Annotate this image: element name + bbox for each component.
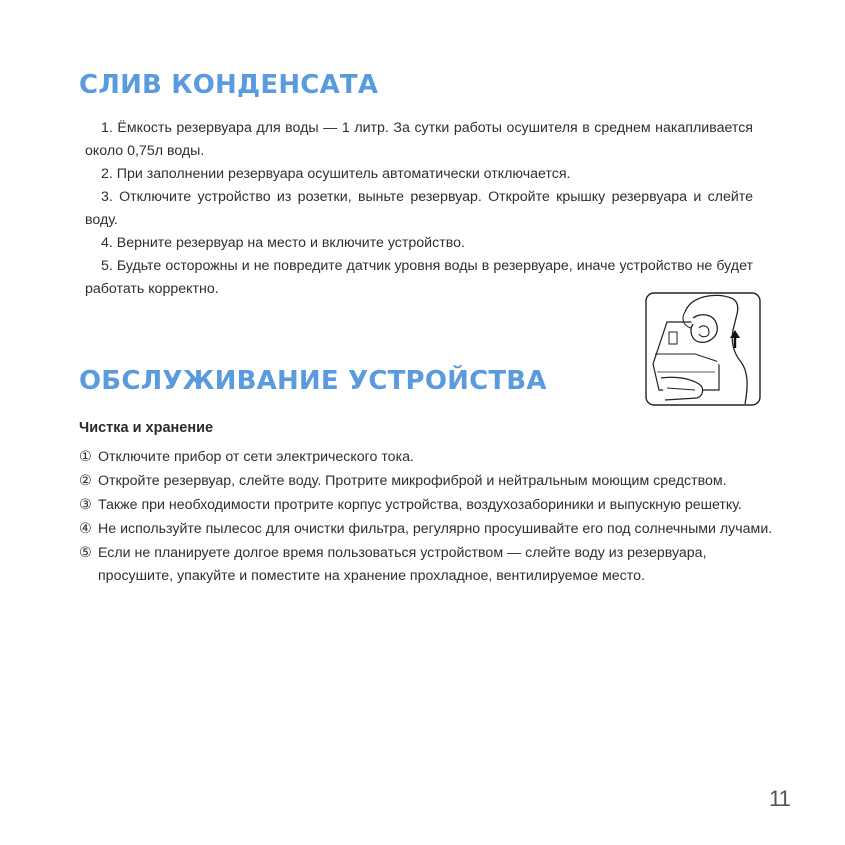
condensate-paragraph: 4. Верните резервуар на место и включите устройство. [101, 235, 465, 251]
list-item [79, 494, 779, 517]
condensate-paragraph: 2. При заполнении резервуара осушитель автоматически отключается. [101, 166, 571, 182]
list-item [79, 446, 779, 469]
page-number: 11 [769, 786, 790, 811]
cleaning-storage-subtitle: Чистка и хранение [79, 420, 214, 436]
list-item [79, 542, 779, 588]
step-text: Также при необходимости протрите корпус устройства, воздухозабориники и выпускную решетку. [98, 497, 742, 513]
condensate-instructions [85, 117, 753, 301]
step-number: ③ [79, 497, 92, 513]
maintenance-steps-list [79, 446, 779, 589]
step-number: ② [79, 473, 92, 489]
condensate-paragraph: 5. Будьте осторожны и не повредите датчик уровня воды в резервуаре, иначе устройство не будет работать корректно. [85, 258, 753, 297]
step-number: ⑤ [79, 545, 92, 561]
list-item [79, 518, 779, 541]
step-number: ④ [79, 521, 92, 537]
condensate-paragraph: 3. Отключите устройство из розетки, выньте резервуар. Откройте крышку резервуара и слейте воду. [85, 189, 753, 228]
condensate-paragraph: 1. Ёмкость резервуара для воды — 1 литр. За сутки работы осушителя в среднем накапливается около 0,75л воды. [85, 120, 753, 159]
step-text: Не используйте пылесос для очистки фильтра, регулярно просушивайте его под солнечными лучами. [98, 521, 773, 537]
section-title-maintenance: ОБСЛУЖИВАНИЕ УСТРОЙСТВА [79, 366, 547, 396]
list-item [79, 470, 779, 493]
section-title-condensate: СЛИВ КОНДЕНСАТА [79, 70, 379, 100]
step-number: ① [79, 449, 92, 465]
hand-opening-tank-icon [645, 292, 761, 406]
step-text: Если не планируете долгое время пользоваться устройством — слейте воду из резервуара, просушите, упакуйте и поместите на хранение прохладное, вентилируемое место. [98, 545, 707, 584]
step-text: Откройте резервуар, слейте воду. Протрите микрофиброй и нейтральным моющим средством. [98, 473, 727, 489]
step-text: Отключите прибор от сети электрического тока. [98, 449, 414, 465]
